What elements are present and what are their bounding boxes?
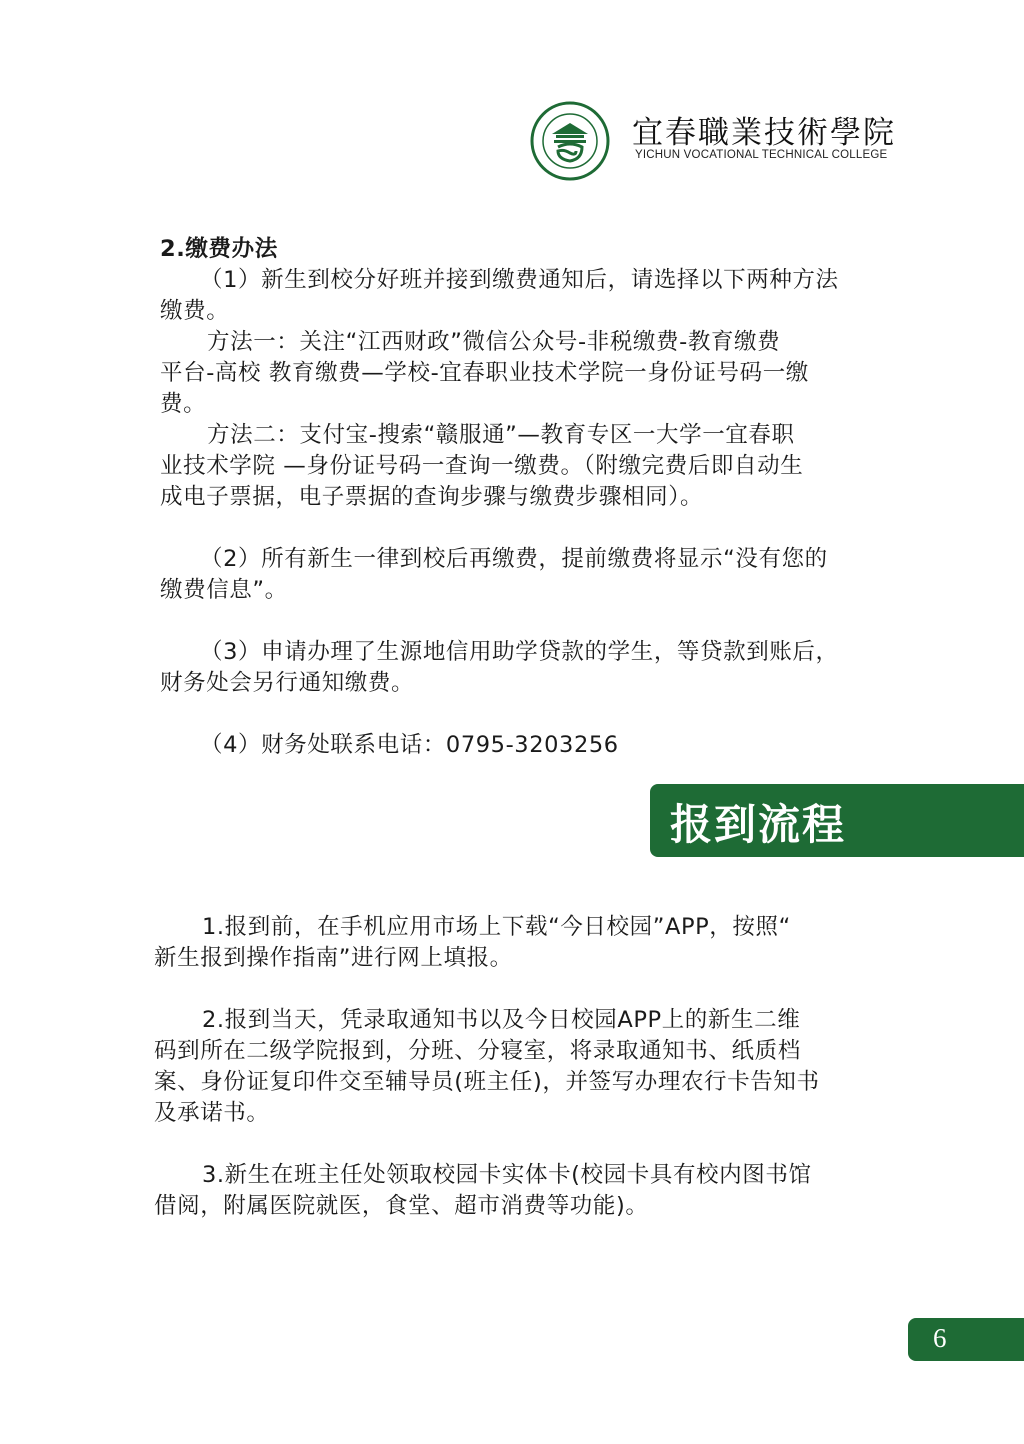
- payment-line: 方法二：支付宝-搜索“赣服通”—教育专区一大学一宜春职: [207, 422, 795, 448]
- payment-line: （3）申请办理了生源地信用助学贷款的学生，等贷款到账后，: [200, 639, 839, 665]
- page-number: 6: [933, 1323, 947, 1353]
- process-line: 借阅，附属医院就医，食堂、超市消费等功能)。: [154, 1193, 649, 1219]
- process-line: 1.报到前，在手机应用市场上下载“今日校园”APP，按照“: [202, 914, 791, 940]
- payment-line: 平台-高校 教育缴费—学校-宜春职业技术学院一身份证号码一缴: [160, 360, 809, 386]
- payment-line: 缴费。: [160, 298, 230, 324]
- payment-line: 方法一：关注“江西财政”微信公众号-非税缴费-教育缴费: [207, 329, 781, 355]
- payment-heading: 2.缴费办法: [160, 236, 278, 262]
- process-line: 及承诺书。: [154, 1100, 270, 1126]
- section-banner: [650, 784, 1024, 857]
- process-line: 新生报到操作指南”进行网上填报。: [154, 945, 513, 971]
- payment-line: 财务处会另行通知缴费。: [160, 670, 415, 696]
- payment-line: 业技术学院 —身份证号码一查询一缴费。（附缴完费后即自动生: [160, 453, 804, 479]
- banner-title: 报到流程: [670, 800, 847, 849]
- college-name-cn: 宜春職業技術學院: [632, 115, 896, 151]
- process-line: 3.新生在班主任处领取校园卡实体卡(校园卡具有校内图书馆: [202, 1162, 812, 1188]
- payment-line: 成电子票据，电子票据的查询步骤与缴费步骤相同）。: [160, 484, 704, 510]
- payment-phone-line: （4）财务处联系电话：0795-3203256: [200, 732, 619, 758]
- payment-line: （2）所有新生一律到校后再缴费，提前缴费将显示“没有您的: [200, 546, 828, 572]
- payment-line: 缴费信息”。: [160, 577, 288, 603]
- process-line: 案、身份证复印件交至辅导员(班主任)，并签写办理农行卡告知书: [154, 1069, 820, 1095]
- college-name-en: YICHUN VOCATIONAL TECHNICAL COLLEGE: [635, 149, 888, 161]
- process-line: 码到所在二级学院报到，分班、分寝室，将录取通知书、纸质档: [154, 1038, 801, 1064]
- payment-line: 费。: [160, 391, 207, 417]
- process-line: 2.报到当天，凭录取通知书以及今日校园APP上的新生二维: [202, 1007, 801, 1033]
- college-seal-icon: [530, 101, 610, 181]
- payment-line: （1）新生到校分好班并接到缴费通知后，请选择以下两种方法: [200, 267, 839, 293]
- payment-section: [160, 234, 895, 761]
- page-number-badge: [908, 1318, 1024, 1361]
- process-section: [154, 912, 914, 1222]
